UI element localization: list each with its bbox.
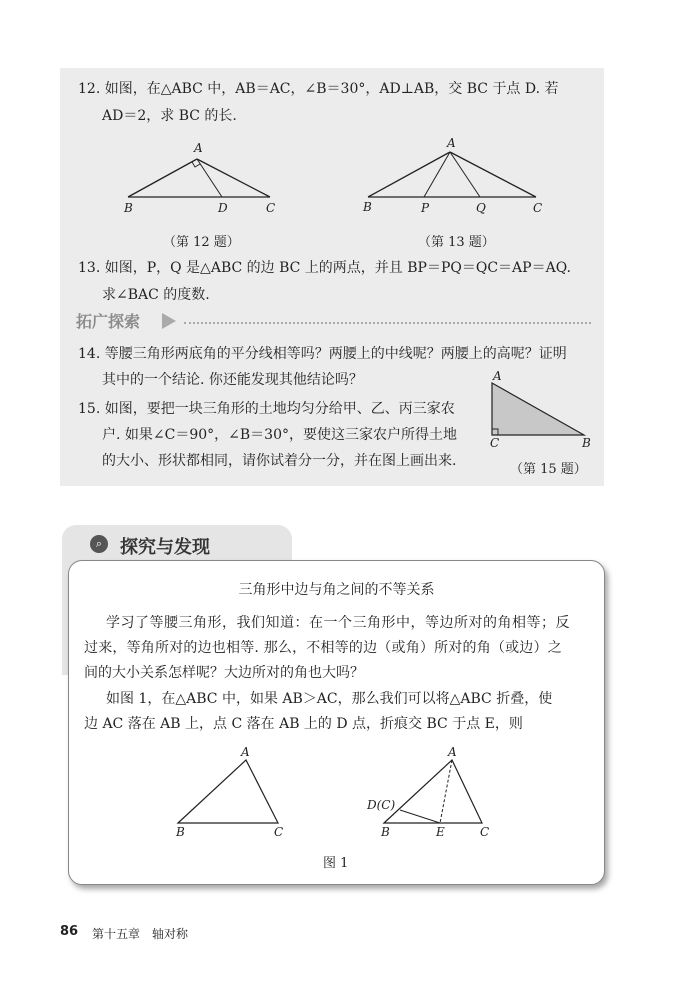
fig15-label-c: C: [490, 436, 500, 450]
fig1-right-label-c: C: [480, 825, 490, 839]
fig12-label-d: D: [218, 201, 228, 215]
q15-text-line2: 户. 如果∠C＝90°，∠B＝30°，要使这三家农户所得土地: [102, 427, 457, 443]
fig12-label-c: C: [266, 201, 276, 215]
explore-para1-line3: 间的大小关系怎样呢？大边所对的角也大吗？: [84, 665, 364, 681]
fig12-right-angle-mark: [192, 162, 200, 167]
dotted-divider: [184, 322, 591, 324]
fig15-label-a: A: [493, 369, 502, 383]
section-heading: [66, 307, 591, 335]
explore-para2-line2: 边 AC 落在 AB 上，点 C 落在 AB 上的 D 点，折痕交 BC 于点 E，则: [84, 716, 523, 732]
q14-text-line2: 其中的一个结论. 你还能发现其他结论吗？: [102, 372, 363, 388]
fig13-caption: （第 13 题）: [418, 235, 495, 250]
figure-15-diagram: [488, 380, 588, 440]
fig1-left-label-c: C: [274, 825, 284, 839]
fig1-right-label-dc: D(C): [367, 798, 396, 812]
fig1-right-label-b: B: [381, 825, 390, 839]
fig1-left-label-b: B: [176, 825, 185, 839]
fig15-caption: （第 15 题）: [510, 462, 587, 477]
fig12-side-ac: [197, 159, 270, 197]
fig13-label-p: P: [421, 201, 430, 215]
fig12-label-b: B: [124, 201, 133, 215]
fig13-side-ac: [450, 152, 536, 197]
figure-1-left-triangle: [170, 750, 290, 830]
figure-13-diagram: [360, 140, 550, 220]
figure-1-right-folded-triangle: [370, 750, 500, 830]
explore-tab-header: [62, 525, 292, 565]
q15-text-line3: 的大小、形状都相同，请你试着分一分，并在图上画出来.: [102, 453, 457, 469]
fig12-label-a: A: [194, 141, 203, 155]
explore-tab-title: 探究与发现: [120, 537, 210, 558]
q12-text-line2: AD＝2，求 BC 的长.: [102, 108, 237, 124]
fig1-caption: 图 1: [323, 856, 349, 871]
explore-para1-line2: 过来，等角所对的边也相等. 那么，不相等的边（或角）所对的角（或边）之: [84, 640, 562, 656]
page-number: 86: [60, 924, 79, 939]
fig12-caption: （第 12 题）: [163, 235, 240, 250]
chapter-title: 第十五章 轴对称: [92, 927, 189, 941]
fig13-label-q: Q: [476, 201, 486, 215]
explore-box-title: 三角形中边与角之间的不等关系: [238, 582, 435, 598]
fig1-left-label-a: A: [241, 745, 250, 759]
fig13-label-b: B: [363, 200, 372, 214]
q15-text-line1: 15. 如图，要把一块三角形的土地均匀分给甲、乙、丙三家农: [78, 401, 455, 417]
fig1-right-label-e: E: [436, 825, 445, 839]
fig1-right-segment-de: [400, 810, 440, 823]
fig13-segment-aq: [450, 152, 480, 197]
section-title: 拓广探索: [76, 312, 141, 331]
fig1-right-abc: [384, 760, 482, 823]
fig12-side-ab: [128, 159, 197, 197]
play-arrow-icon: [162, 313, 176, 329]
explore-para1-line1: 学习了等腰三角形，我们知道：在一个三角形中，等边所对的角相等；反: [106, 615, 570, 631]
fig15-label-b: B: [582, 436, 591, 450]
fig15-triangle: [492, 383, 584, 435]
fig12-segment-ad: [197, 159, 222, 197]
q14-text-line1: 14. 等腰三角形两底角的平分线相等吗？两腰上的中线呢？两腰上的高呢？证明: [78, 346, 567, 362]
q13-text-line1: 13. 如图，P，Q 是△ABC 的边 BC 上的两点，并且 BP＝PQ＝QC＝AP＝AQ.: [78, 260, 571, 276]
q13-text-line2: 求∠BAC 的度数.: [102, 287, 210, 303]
fig13-label-c: C: [533, 201, 543, 215]
fig1-right-label-a: A: [448, 745, 457, 759]
fig13-label-a: A: [447, 136, 456, 150]
q12-text-line1: 12. 如图，在△ABC 中，AB＝AC，∠B＝30°，AD⊥AB，交 BC 于点 D. 若: [78, 81, 559, 97]
fig1-left-abc: [178, 760, 278, 823]
magnifier-icon: ⌕: [90, 535, 108, 553]
fig13-side-ab: [368, 152, 450, 197]
explore-para2-line1: 如图 1，在△ABC 中，如果 AB＞AC，那么我们可以将△ABC 折叠，使: [106, 691, 553, 707]
